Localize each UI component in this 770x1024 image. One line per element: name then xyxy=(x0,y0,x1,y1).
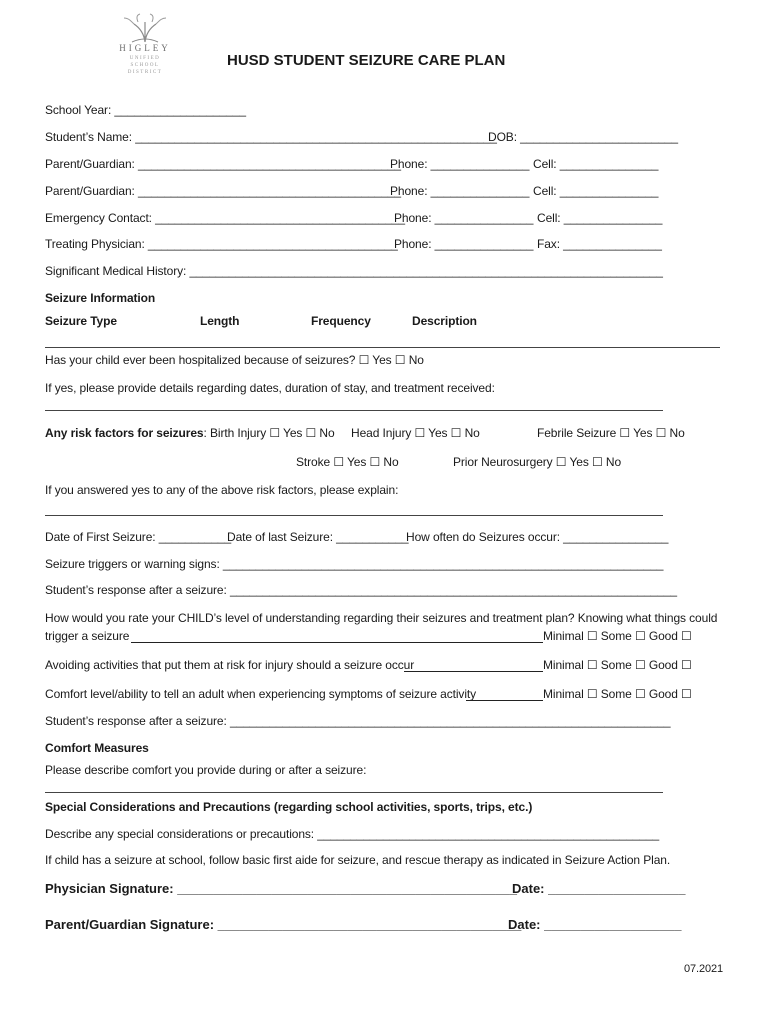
emergency-phone-field[interactable]: Phone: _______________ xyxy=(394,211,534,225)
logo-sub-2: SCHOOL xyxy=(130,63,160,68)
first-aid-instruction: If child has a seizure at school, follow basic first aide for seizure, and rescue therapy as indicated in Seizure Action Plan. xyxy=(45,853,671,867)
triggers-field[interactable]: Seizure triggers or warning signs: ___________________________________________________________________ xyxy=(45,557,664,571)
col-description: Description xyxy=(412,314,477,328)
avoiding-rating[interactable]: Minimal ☐ Some ☐ Good ☐ xyxy=(543,658,692,672)
hospital-details-prompt: If yes, please provide details regarding dates, duration of stay, and treatment received: xyxy=(45,381,495,395)
parent-signature-field[interactable]: Parent/Guardian Signature: __________________________________________ xyxy=(45,917,522,932)
risk-explain-prompt: If you answered yes to any of the above risk factors, please explain: xyxy=(45,483,399,497)
col-frequency: Frequency xyxy=(311,314,371,328)
col-seizure-type: Seizure Type xyxy=(45,314,117,328)
risk-factors-label: Any risk factors for seizures xyxy=(45,426,204,440)
emergency-cell-field[interactable]: Cell: _______________ xyxy=(537,211,663,225)
school-year-field[interactable]: School Year: ____________________ xyxy=(45,103,246,117)
risk-febrile-seizure[interactable]: Febrile Seizure ☐ Yes ☐ No xyxy=(537,426,685,440)
parent1-field[interactable]: Parent/Guardian: ________________________________________ xyxy=(45,157,401,171)
special-considerations-field[interactable]: Describe any special considerations or precautions: ____________________________________________________ xyxy=(45,827,660,841)
physician-date-field[interactable]: Date: ___________________ xyxy=(512,881,686,896)
risk-explain-line[interactable] xyxy=(45,515,663,516)
avoiding-line[interactable] xyxy=(404,671,543,672)
avoiding-activities-question: Avoiding activities that put them at risk for injury should a seizure occur xyxy=(45,658,415,672)
response-field-1[interactable]: Student’s response after a seizure: ____________________________________________________________________ xyxy=(45,583,677,597)
risk-factors-row[interactable] xyxy=(45,426,335,440)
physician-phone-field[interactable]: Phone: _______________ xyxy=(394,237,534,251)
risk-head-injury[interactable]: Head Injury ☐ Yes ☐ No xyxy=(351,426,480,440)
response-field-2[interactable]: Student’s response after a seizure: ___________________________________________________________________ xyxy=(45,714,671,728)
hospitalized-question[interactable]: Has your child ever been hospitalized because of seizures? ☐ Yes ☐ No xyxy=(45,353,424,367)
seizure-frequency-field[interactable]: How often do Seizures occur: ________________ xyxy=(406,530,669,544)
page-title: HUSD STUDENT SEIZURE CARE PLAN xyxy=(227,52,506,69)
physician-fax-field[interactable]: Fax: _______________ xyxy=(537,237,662,251)
comfort-measures-line[interactable] xyxy=(45,792,663,793)
understanding-question-cont: trigger a seizure xyxy=(45,629,130,643)
comfort-tell-rating[interactable]: Minimal ☐ Some ☐ Good ☐ xyxy=(543,687,692,701)
emergency-contact-field[interactable]: Emergency Contact: ______________________________________ xyxy=(45,211,405,225)
comfort-tell-line[interactable] xyxy=(466,700,543,701)
hospital-details-line[interactable] xyxy=(45,410,663,411)
comfort-measures-heading: Comfort Measures xyxy=(45,741,149,755)
risk-prior-neurosurgery[interactable]: Prior Neurosurgery ☐ Yes ☐ No xyxy=(453,455,622,469)
last-seizure-field[interactable]: Date of last Seizure: ___________ xyxy=(227,530,409,544)
understanding-rating[interactable]: Minimal ☐ Some ☐ Good ☐ xyxy=(543,629,692,643)
physician-signature-field[interactable]: Physician Signature: _______________________________________________ xyxy=(45,881,518,896)
parent2-field[interactable]: Parent/Guardian: ________________________________________ xyxy=(45,184,401,198)
logo-sub-3: DISTRICT xyxy=(127,70,163,75)
special-considerations-heading: Special Considerations and Precautions (regarding school activities, sports, trips, etc.) xyxy=(45,800,533,814)
district-logo xyxy=(110,12,180,78)
col-length: Length xyxy=(200,314,240,328)
risk-stroke[interactable]: Stroke ☐ Yes ☐ No xyxy=(296,455,399,469)
parent-date-field[interactable]: Date: ___________________ xyxy=(508,917,682,932)
student-name-field[interactable]: Student’s Name: _______________________________________________________ xyxy=(45,130,497,144)
seizure-info-heading: Seizure Information xyxy=(45,291,156,305)
revision-date: 07.2021 xyxy=(684,963,724,975)
risk-birth-injury[interactable]: : Birth Injury ☐ Yes ☐ No xyxy=(203,426,335,440)
first-seizure-field[interactable]: Date of First Seizure: ___________ xyxy=(45,530,232,544)
comfort-tell-question: Comfort level/ability to tell an adult when experiencing symptoms of seizure activity xyxy=(45,687,477,701)
logo-wordmark: HIGLEY xyxy=(119,43,171,53)
medical-history-field[interactable]: Significant Medical History: ________________________________________________________________________ xyxy=(45,264,663,278)
tree-logo-icon xyxy=(110,12,180,44)
understanding-line[interactable] xyxy=(131,642,543,643)
understanding-question: How would you rate your CHILD’s level of understanding regarding their seizures and treatment plan? Knowing what things could xyxy=(45,611,718,625)
logo-sub-1: UNIFIED xyxy=(129,56,161,61)
dob-field[interactable]: DOB: ________________________ xyxy=(488,130,678,144)
parent1-phone-field[interactable]: Phone: _______________ xyxy=(390,157,530,171)
parent2-phone-field[interactable]: Phone: _______________ xyxy=(390,184,530,198)
physician-field[interactable]: Treating Physician: ______________________________________ xyxy=(45,237,398,251)
parent1-cell-field[interactable]: Cell: _______________ xyxy=(533,157,659,171)
comfort-measures-prompt: Please describe comfort you provide during or after a seizure: xyxy=(45,763,367,777)
seizure-table-rule[interactable] xyxy=(45,347,720,348)
parent2-cell-field[interactable]: Cell: _______________ xyxy=(533,184,659,198)
